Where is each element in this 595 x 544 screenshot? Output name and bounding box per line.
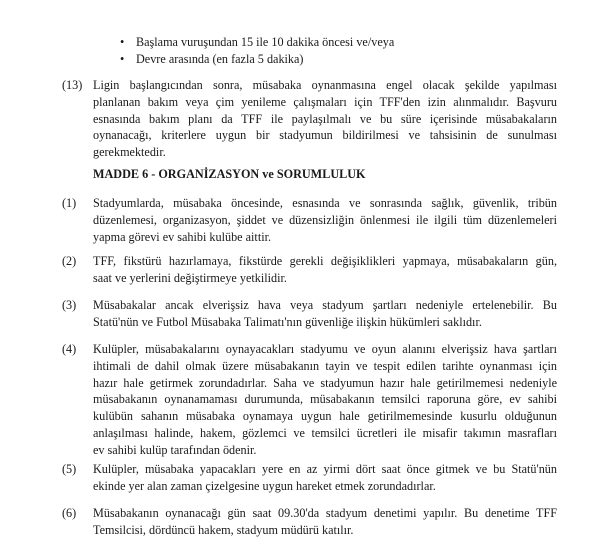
paragraph-number: (5) [62,462,77,476]
paragraph-body [93,341,557,459]
list-item [120,34,560,51]
paragraph-line: Ligin başlangıcından sonra, müsabaka oynanmasına engel olacak şekilde yapılması [93,78,557,92]
paragraph-line: ekinde yer alan zaman çizelgesine uygun hareket etmek zorundadırlar. [93,478,436,493]
bullet-marker: • [120,52,125,66]
paragraph-line: oynanacağı, kriterlere uygun bir stadyumun bildirilmesi ve tahsisinin de sunulması [93,128,557,143]
paragraph-line: gerekmektedir. [93,145,166,160]
paragraph-line: Stadyumlarda, müsabaka öncesinde, esnasında ve sonrasında sağlık, güvenlik, tribün [93,196,557,210]
paragraph-line: anlaşılması halinde, hakem, gözlemci ve temsilci ücretleri ile misafir takımın masrafları [93,425,557,440]
list-item [120,51,560,68]
paragraph-body [93,253,557,287]
paragraph-number: (4) [62,342,77,356]
paragraph-line: kulübün sahanın müsabaka oynamaya uygun hale getirilmemesinde kusurlu olduğunun [93,409,557,424]
paragraph-body [93,195,557,245]
list-item-text: Devre arasında (en fazla 5 dakika) [136,52,304,66]
paragraph-line: müsabakanın oynanamaması durumunda, müsabakanın temsilci raporuna göre, ev sahibi [93,392,557,407]
paragraph-body [93,461,557,495]
paragraph-body [93,505,557,539]
paragraph-line: planlanan bakım veya çim yenileme çalışmaları için TFF'den izin alınmalıdır. Başvuru [93,94,557,109]
paragraph-line: Kulüpler, müsabaka yapacakları yere en az yirmi dört saat önce gitmek ve bu Statü'nün [93,462,557,476]
bullet-marker: • [120,35,125,49]
list-item-text: Başlama vuruşundan 15 ile 10 dakika öncesi ve/veya [136,35,395,49]
paragraph-body [93,297,557,331]
bullet-list [120,34,560,68]
paragraph-line: düzenlemesi, organizasyon, şiddet ve düzensizliğin önlenmesi ile ilgili tüm düzenlemeleri [93,212,557,227]
paragraph-number: (6) [62,506,77,520]
paragraph-line: TFF, fikstürü hazırlamaya, fikstürde gerekli değişiklikleri yapmaya, müsabakaların gün, [93,254,557,268]
paragraph-line: Müsabakalar ancak elverişsiz hava veya stadyum şartları nedeniyle ertelenebilir. Bu [93,298,557,312]
paragraph-number: (1) [62,196,77,210]
section-heading: MADDE 6 - ORGANİZASYON ve SORUMLULUK [93,167,366,181]
paragraph-line: saat ve yerlerini değiştirmeye yetkilidir. [93,270,287,285]
paragraph-line: yapma görevi ev sahibi kulübe aittir. [93,229,272,244]
paragraph-number: (3) [62,298,77,312]
paragraph-line: Müsabakanın oynanacağı gün saat 09.30'da stadyum denetimi yapılır. Bu denetime TFF [93,506,557,520]
paragraph-line: ev sahibi kulüp tarafından ödenir. [93,442,257,457]
paragraph-line: hazır hale getirmek zorundadırlar. Saha ve stadyumun hazır hale getirilmemesi nedeniyle [93,375,557,390]
paragraph-line: Statü'nün ve Futbol Müsabaka Talimatı'nın güvenliğe ilişkin hükümleri saklıdır. [93,314,482,329]
paragraph-line: ihtimali de dahil olmak üzere müsabakanın tayin ve tespit edilen tarihte oynanması için [93,358,557,373]
paragraph-body [93,77,557,161]
paragraph-line: Kulüpler, müsabakalarını oynayacakları stadyumu ve oyun alanını elverişsiz hava şartları [93,342,557,356]
paragraph-number: (2) [62,254,77,268]
paragraph-number: (13) [62,78,83,92]
paragraph-line: esnasında bakım planı da TFF ile paylaşılmalı ve bu süre içerisinde müsabakaların [93,111,557,126]
paragraph-line: Temsilcisi, dördüncü hakem, stadyum müdürü katılır. [93,522,354,537]
